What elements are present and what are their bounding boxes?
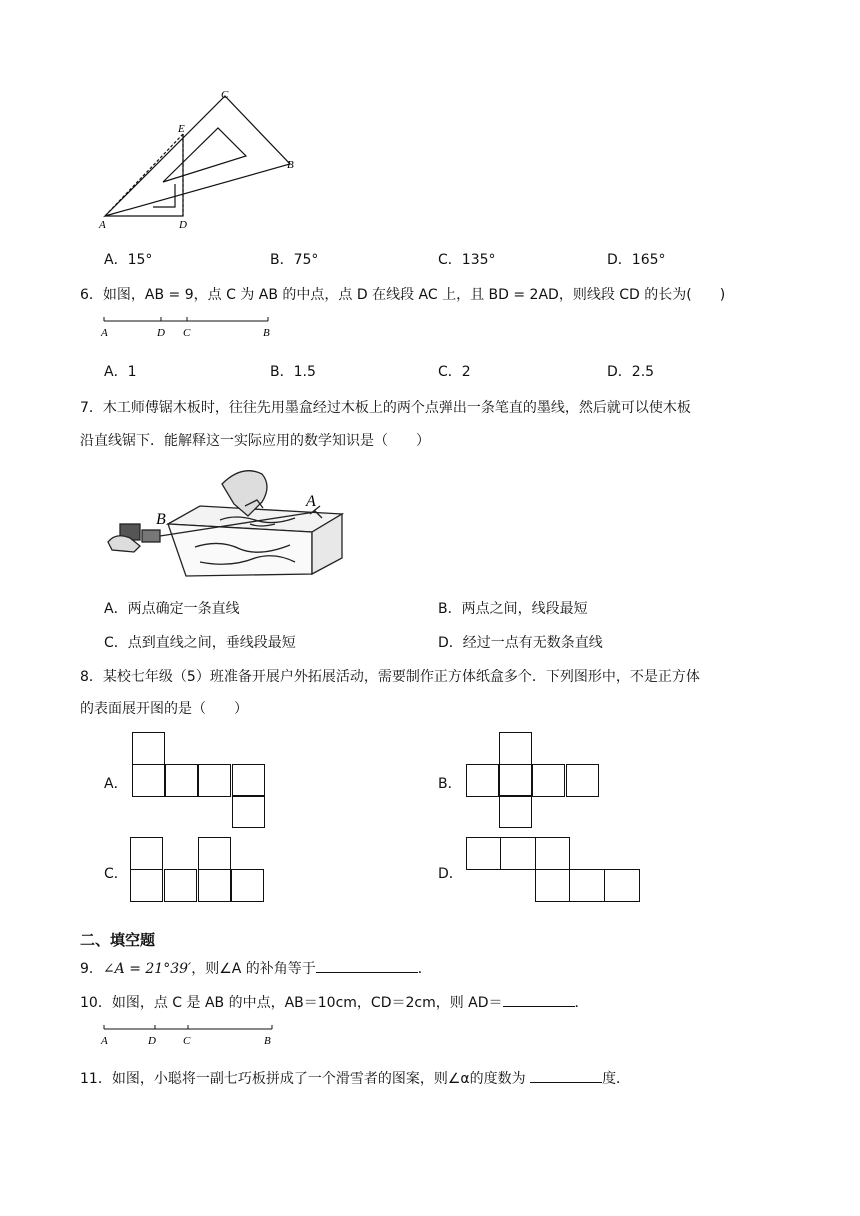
option-key: D．	[607, 364, 632, 380]
fig5-label-b: B	[287, 159, 294, 171]
q7-option-a[interactable]	[104, 598, 240, 618]
q8-net-d[interactable]	[466, 837, 641, 903]
net-cell	[466, 764, 499, 797]
option-text: 两点之间，线段最短	[461, 601, 588, 617]
q10-answer-blank[interactable]	[503, 992, 575, 1007]
q7-carpenter-figure	[100, 462, 350, 582]
q9-angle: ∠A = 21°39′	[102, 961, 192, 977]
option-key: D．	[438, 635, 463, 651]
fig5-label-a: A	[99, 219, 106, 231]
fig5-label-c: C	[221, 89, 229, 101]
net-cell	[499, 732, 532, 765]
net-cell	[500, 837, 536, 870]
option-text: 15°	[127, 252, 153, 268]
q6-option-b[interactable]	[270, 361, 316, 381]
option-text: 2	[461, 364, 471, 380]
net-cell	[198, 869, 231, 902]
net-cell	[532, 764, 565, 797]
net-cell	[130, 837, 163, 870]
q6-label-d: D	[157, 327, 165, 339]
q7-option-c[interactable]	[104, 632, 296, 652]
net-cell	[466, 837, 501, 870]
q10-segment-figure	[100, 1022, 280, 1048]
q9-text: ，则∠A 的补角等于	[191, 961, 316, 977]
q6-text: 如图，AB = 9，点 C 为 AB 的中点，点 D 在线段 AC 上，且 BD = 2AD，则线段 CD 的长为( )	[102, 287, 726, 303]
q7-number: 7．	[80, 400, 103, 416]
q11-text: 如图，小聪将一副七巧板拼成了一个滑雪者的图案，则∠α的度数为	[111, 1071, 531, 1087]
net-cell	[130, 869, 163, 902]
section-title: 二、填空题	[80, 931, 156, 949]
q6-stem	[80, 284, 725, 304]
option-key: C．	[438, 364, 462, 380]
option-text: 75°	[293, 252, 319, 268]
q6-label-a: A	[101, 327, 108, 339]
q10-label-d: D	[148, 1035, 156, 1047]
net-cell	[569, 869, 605, 902]
q7-stem-line1	[80, 397, 691, 417]
q11-answer-blank[interactable]	[530, 1068, 602, 1083]
net-cell	[499, 795, 532, 828]
q6-label-b: B	[263, 327, 270, 339]
q11-stem	[80, 1068, 630, 1088]
q5-option-c[interactable]	[438, 249, 496, 269]
option-text: 点到直线之间，垂线段最短	[127, 635, 296, 651]
q6-option-d[interactable]	[607, 361, 654, 381]
option-key: B．	[270, 364, 294, 380]
q6-number: 6．	[80, 287, 103, 303]
q7-option-d[interactable]	[438, 632, 603, 652]
q10-end: ．	[574, 995, 589, 1011]
q7-option-b[interactable]	[438, 598, 588, 618]
q8-stem-line2: 的表面展开图的是（ ）	[80, 701, 248, 717]
q8-net-b[interactable]	[466, 732, 601, 828]
net-cell	[165, 764, 198, 797]
option-key: C．	[104, 635, 128, 651]
q8-net-a[interactable]	[132, 732, 267, 828]
option-key: B．	[438, 601, 462, 617]
option-key: A．	[104, 601, 128, 617]
option-key: A．	[104, 252, 128, 268]
net-cell	[604, 869, 640, 902]
q8-option-c[interactable]: C．	[104, 866, 128, 882]
q10-text: 如图，点 C 是 AB 的中点，AB＝10cm，CD＝2cm，则 AD＝	[111, 995, 503, 1011]
option-text: 经过一点有无数条直线	[462, 635, 603, 651]
q11-number: 11．	[80, 1071, 112, 1087]
net-cell	[535, 869, 570, 902]
q8-net-c[interactable]	[130, 837, 265, 903]
q6-option-a[interactable]	[104, 361, 137, 381]
net-cell	[535, 837, 570, 870]
q8-stem-line1	[80, 666, 700, 686]
q9-end: ．	[417, 961, 432, 977]
fig5-label-d: D	[179, 219, 187, 231]
net-cell	[566, 764, 599, 797]
q9-stem	[80, 958, 432, 978]
q8-option-a[interactable]: A．	[104, 776, 128, 792]
net-cell	[198, 764, 231, 797]
triangle-acb-outer	[105, 96, 290, 216]
net-cell	[164, 869, 197, 902]
q10-number: 10．	[80, 995, 112, 1011]
q10-label-a: A	[101, 1035, 108, 1047]
option-text: 135°	[461, 252, 496, 268]
q8-option-d[interactable]: D．	[438, 866, 463, 882]
net-cell	[231, 869, 264, 902]
q7-text-line1: 木工师傅锯木板时，往往先用墨盒经过木板上的两个点弹出一条笔直的墨线，然后就可以使木板	[102, 400, 691, 416]
option-key: C．	[438, 252, 462, 268]
option-key: A．	[104, 364, 128, 380]
q7-stem-line2: 沿直线锯下．能解释这一实际应用的数学知识是（ ）	[80, 433, 430, 449]
fig5-label-e: E	[178, 123, 185, 135]
net-cell	[499, 764, 532, 797]
q10-stem	[80, 992, 589, 1012]
q7-label-a: A	[306, 493, 316, 510]
net-cell	[132, 764, 165, 797]
option-text: 1.5	[293, 364, 316, 380]
net-cell	[132, 732, 165, 765]
option-key: D．	[607, 252, 632, 268]
option-text: 两点确定一条直线	[127, 601, 240, 617]
q5-option-a[interactable]	[104, 249, 152, 269]
q5-option-d[interactable]	[607, 249, 666, 269]
q11-end: 度．	[602, 1071, 631, 1087]
q6-option-c[interactable]	[438, 361, 471, 381]
option-text: 165°	[631, 252, 666, 268]
q8-text-line1: 某校七年级（5）班准备开展户外拓展活动，需要制作正方体纸盒多个．下列图形中，不是正方体	[102, 669, 700, 685]
q7-label-b: B	[156, 511, 166, 528]
q10-label-c: C	[183, 1035, 191, 1047]
option-key: B．	[270, 252, 294, 268]
option-text: 2.5	[631, 364, 655, 380]
triangle-acb-inner	[163, 128, 246, 182]
q9-number: 9．	[80, 961, 103, 977]
q6-label-c: C	[183, 327, 191, 339]
q8-number: 8．	[80, 669, 103, 685]
option-text: 1	[127, 364, 137, 380]
q9-answer-blank[interactable]	[316, 958, 418, 973]
q5-option-b[interactable]	[270, 249, 318, 269]
q10-label-b: B	[264, 1035, 271, 1047]
q5-figure	[95, 86, 310, 234]
q6-segment-figure	[100, 314, 280, 340]
net-cell	[198, 837, 231, 870]
q8-option-b[interactable]: B．	[438, 776, 462, 792]
net-cell	[232, 795, 265, 828]
net-cell	[232, 764, 265, 797]
